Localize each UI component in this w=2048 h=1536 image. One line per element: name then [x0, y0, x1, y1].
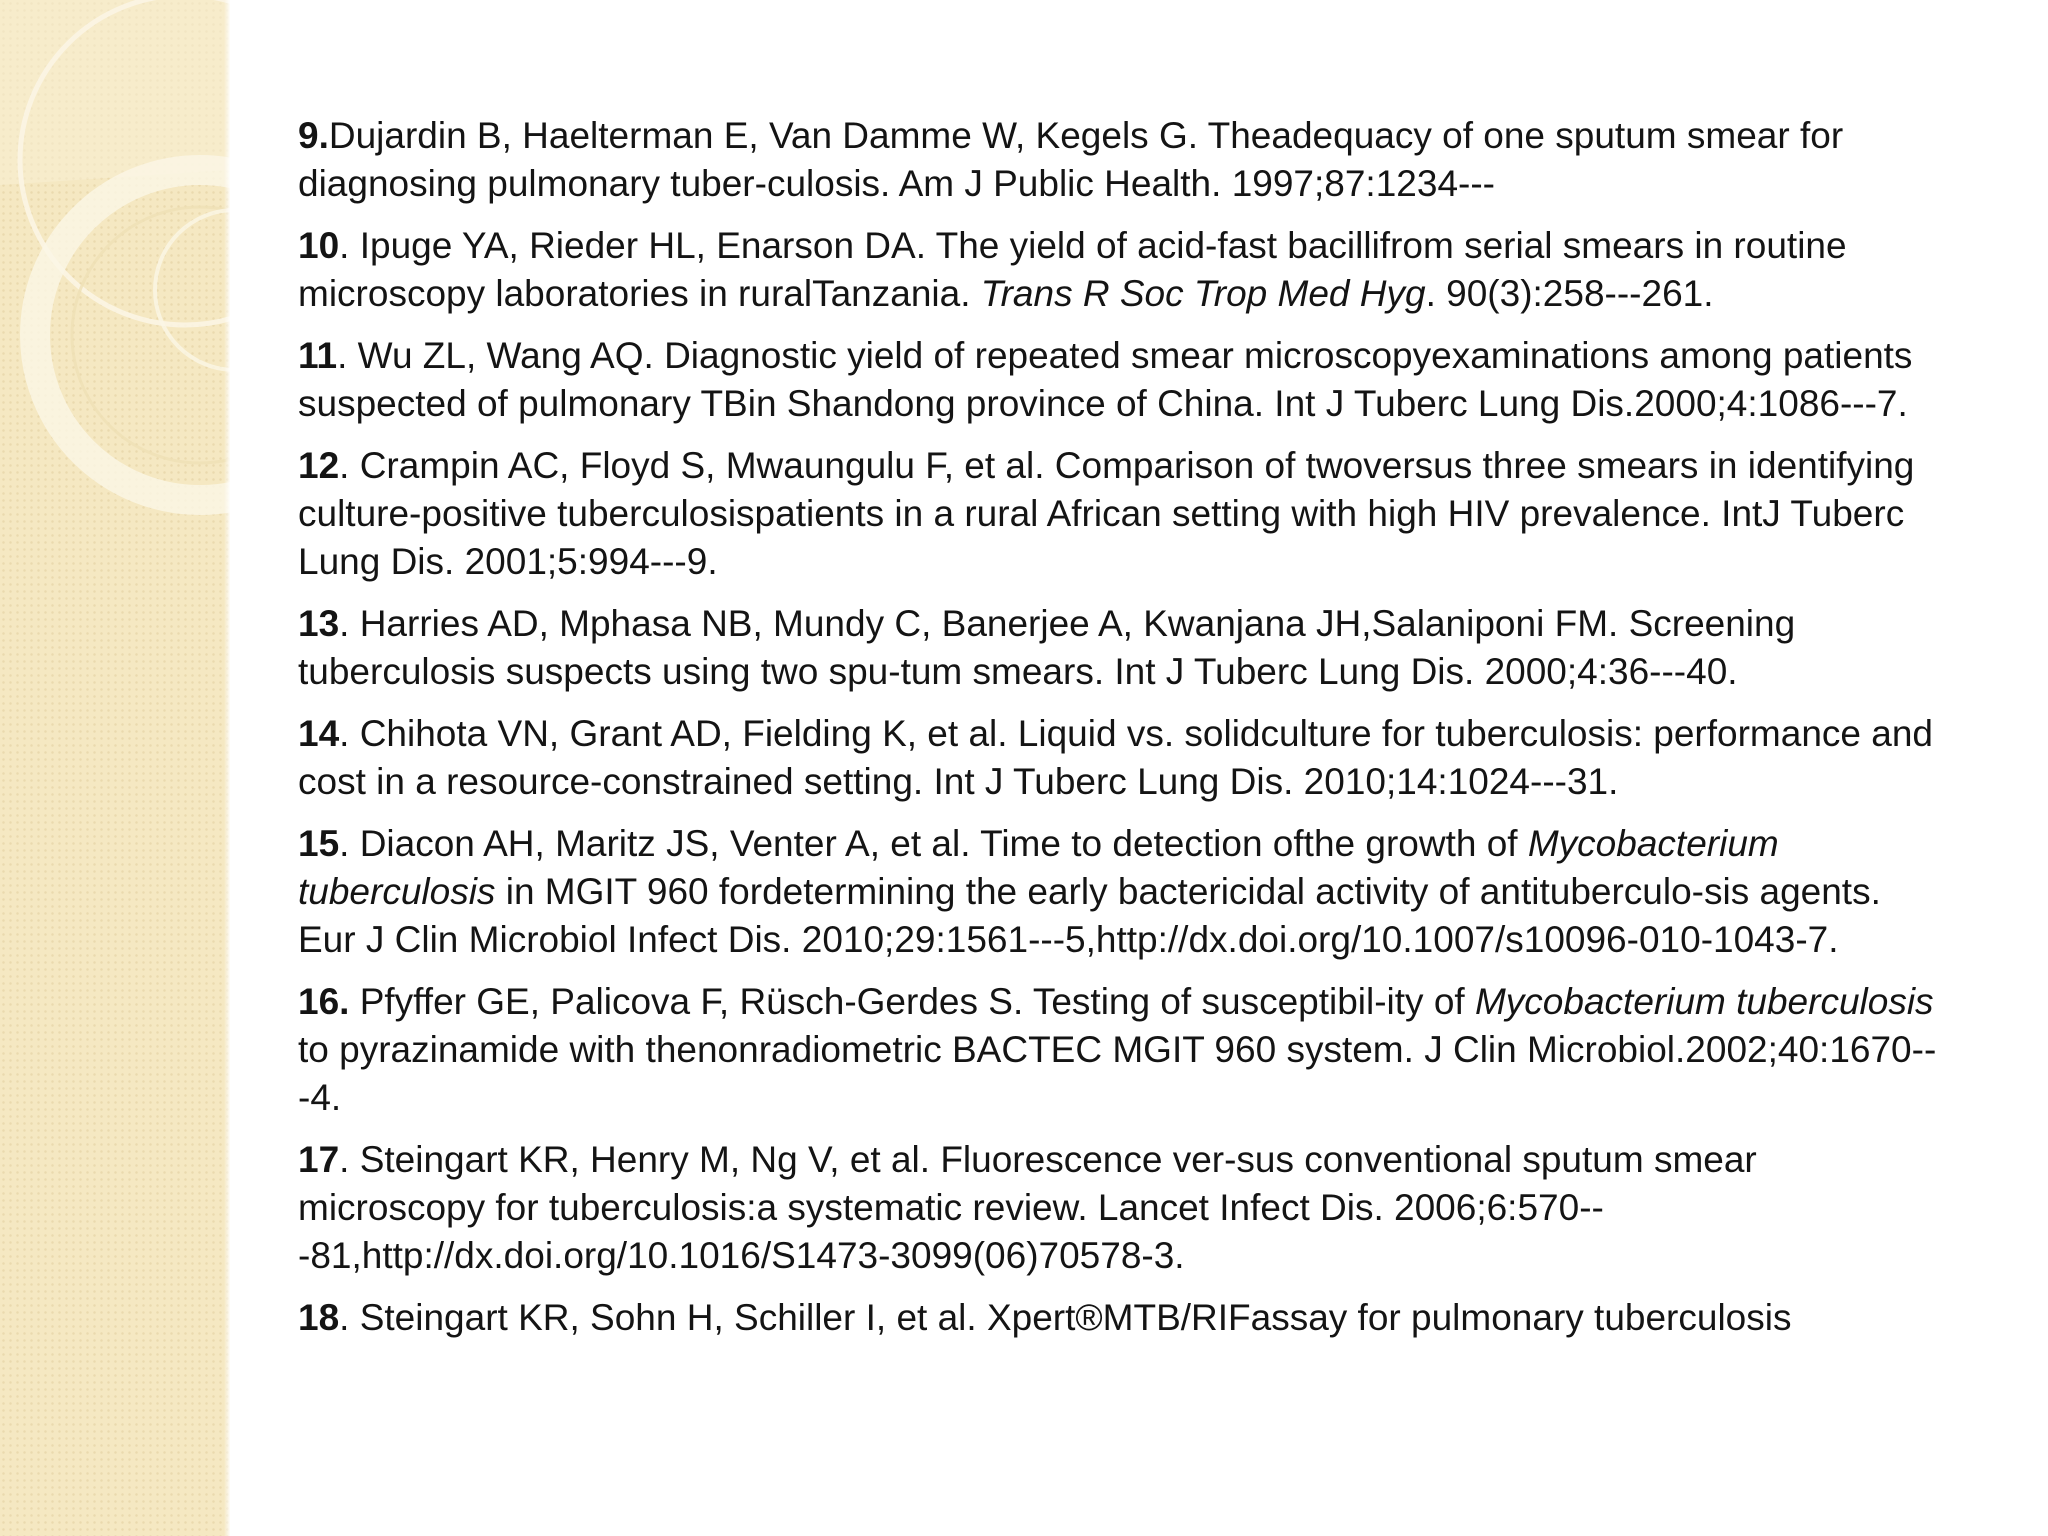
- reference-number: 10: [298, 225, 340, 266]
- reference-number: 11: [298, 335, 338, 376]
- reference-number: 14: [298, 713, 340, 754]
- reference-text: . Crampin AC, Floyd S, Mwaungulu F, et al. Comparison of twoversus three smears in identifying culture-positive tuberculosispatients in a rural African setting with high HIV prevalence. IntJ Tuberc Lung Dis. 2001;5:994---9.: [298, 445, 1915, 582]
- reference-italic-text: Mycobacterium tuberculosis: [298, 823, 1779, 912]
- reference-number: 18: [298, 1297, 340, 1338]
- references-list: [298, 112, 1938, 1356]
- reference-text: . Steingart KR, Sohn H, Schiller I, et al. Xpert®MTB/RIFassay for pulmonary tuberculosis: [339, 1297, 1792, 1338]
- reference-number: 13: [298, 603, 340, 644]
- reference-item: [298, 1294, 1938, 1342]
- reference-text: . 90(3):258---261.: [1425, 273, 1714, 314]
- reference-item: [298, 710, 1938, 806]
- reference-number: 15: [298, 823, 340, 864]
- decorative-sidebar: [0, 0, 230, 1536]
- reference-number: 12: [298, 445, 340, 486]
- reference-item: [298, 222, 1938, 318]
- reference-text: . Steingart KR, Henry M, Ng V, et al. Fluorescence ver-sus conventional sputum smear microscopy for tuberculosis:a systematic review. Lancet Infect Dis. 2006;6:570---81,http://dx.doi.org/10.1016/S1473-3099(06)70578-3.: [298, 1139, 1757, 1276]
- reference-item: [298, 112, 1938, 208]
- decorative-rings-icon: [0, 0, 230, 1536]
- reference-number: 16.: [298, 981, 350, 1022]
- reference-text: . Wu ZL, Wang AQ. Diagnostic yield of repeated smear microscopyexaminations among patients suspected of pulmonary TBin Shandong province of China. Int J Tuberc Lung Dis.2000;4:1086---7.: [298, 335, 1913, 424]
- reference-item: [298, 820, 1938, 964]
- reference-text: Pfyffer GE, Palicova F, Rüsch-Gerdes S. Testing of susceptibil-ity of: [349, 981, 1475, 1022]
- reference-number: 17: [298, 1139, 340, 1180]
- reference-item: [298, 978, 1938, 1122]
- reference-item: [298, 600, 1938, 696]
- reference-text: to pyrazinamide with thenonradiometric BACTEC MGIT 960 system. J Clin Microbiol.2002;40:1670---4.: [298, 1029, 1937, 1118]
- reference-text: . Diacon AH, Maritz JS, Venter A, et al. Time to detection ofthe growth of: [339, 823, 1528, 864]
- reference-number: 9.: [298, 115, 329, 156]
- reference-item: [298, 442, 1938, 586]
- reference-text: . Ipuge YA, Rieder HL, Enarson DA. The yield of acid-fast bacillifrom serial smears in routine microscopy laboratories in ruralTanzania.: [298, 225, 1847, 314]
- reference-italic-text: Mycobacterium tuberculosis: [1474, 981, 1934, 1022]
- reference-text: . Harries AD, Mphasa NB, Mundy C, Banerjee A, Kwanjana JH,Salaniponi FM. Screening tuberculosis suspects using two spu-tum smears. Int J Tuberc Lung Dis. 2000;4:36---40.: [298, 603, 1796, 692]
- reference-text: in MGIT 960 fordetermining the early bactericidal activity of antituberculo-sis agents. Eur J Clin Microbiol Infect Dis. 2010;29:1561---5,http://dx.doi.org/10.1007/s10096-010-1043-7.: [298, 871, 1881, 960]
- reference-item: [298, 332, 1938, 428]
- reference-item: [298, 1136, 1938, 1280]
- reference-text: . Chihota VN, Grant AD, Fielding K, et al. Liquid vs. solidculture for tuberculosis: performance and cost in a resource-constrained setting. Int J Tuberc Lung Dis. 2010;14:1024---31.: [298, 713, 1933, 802]
- reference-text: Dujardin B, Haelterman E, Van Damme W, Kegels G. Theadequacy of one sputum smear for diagnosing pulmonary tuber-culosis. Am J Public Health. 1997;87:1234---: [298, 115, 1844, 204]
- reference-italic-text: Trans R Soc Trop Med Hyg: [980, 273, 1426, 314]
